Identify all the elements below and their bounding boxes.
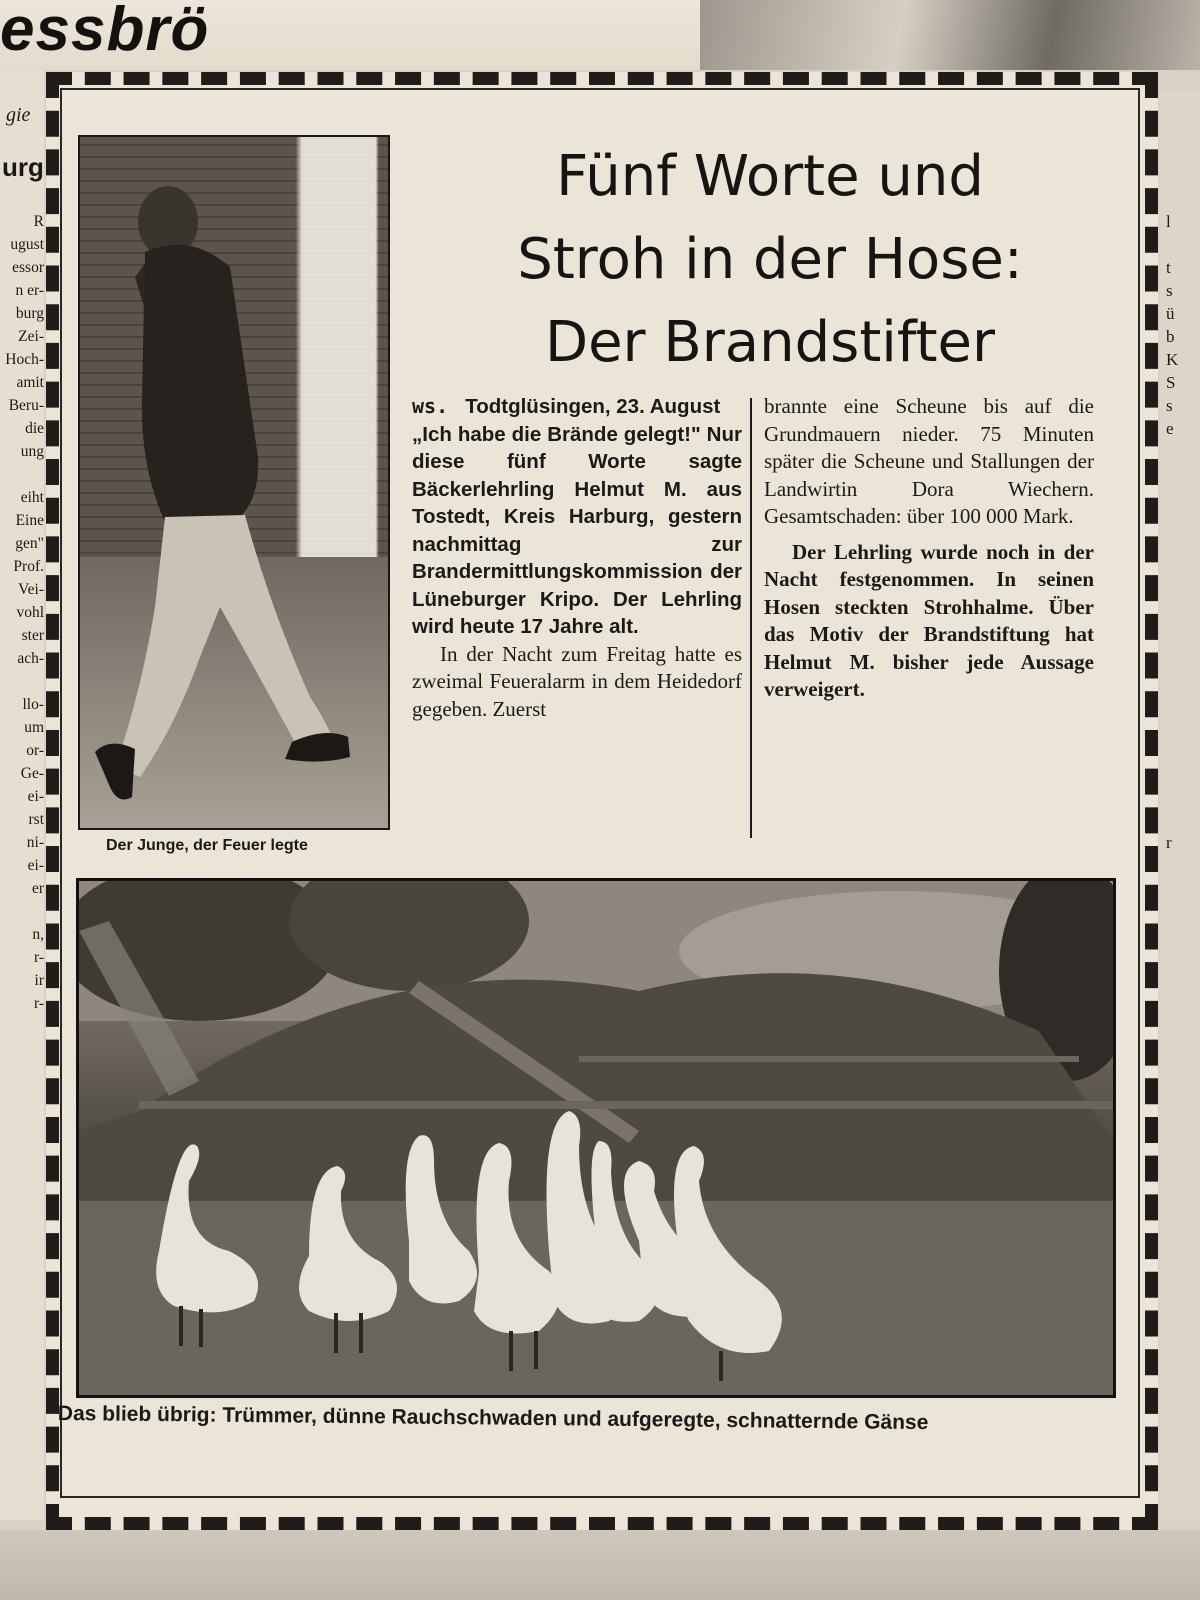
column-rule [750,398,752,838]
body-paragraph-1: In der Nacht zum Freitag hatte es zweimal Feueralarm in dem Heidedorf gegeben. Zuerst [412,641,742,721]
left-column-line: ach- [17,650,44,667]
left-column-line: ugust [10,236,44,253]
left-column-line: eiht [20,489,44,506]
right-column-line [1166,785,1178,808]
lead-text: „Ich habe die Brände gelegt!" Nur diese fünf Worte sagte Bäckerlehrling Helmut M. aus Tostedt, Kreis Harburg, gestern nachmittag zur Brandermittlungskommission der Lüneburger Kripo. Der Lehrling wird heute 17 Jahre alt. [412,422,742,638]
left-column-line [2,900,44,923]
article-column-2 [764,393,1094,704]
left-column-line: n, [32,926,44,943]
left-column-line: Prof. [13,558,44,575]
body-paragraph-3: Der Lehrling wurde noch in der Nacht festgenommen. In seinen Hosen steckten Strohhalme. Über das Motiv der Brandstiftung hat Helmut M. bisher jede Aussage verweigert. [764,539,1094,701]
photo2-caption: Das blieb übrig: Trümmer, dünne Rauchschwaden und aufgeregte, schnatternde Gänse [57,1402,929,1435]
left-neighbour-column [0,70,44,1520]
right-column-line [1166,693,1178,716]
right-column-line: K [1166,350,1179,369]
left-column-line: vohl [16,604,44,621]
walking-boy-illustration [80,137,390,830]
right-column-line [1166,624,1178,647]
left-column-line: rst [28,811,44,828]
right-column-line [1166,578,1178,601]
headline-line-1: Fünf Worte und [556,144,984,209]
left-column-line: R [33,213,44,230]
left-column-line: um [24,719,44,736]
left-column-heading-fragment: urg [2,152,44,182]
headline [420,135,1120,384]
left-column-line: ei- [27,857,44,874]
left-column-line: r- [33,995,44,1012]
left-column-line: llo- [22,696,44,713]
right-column-line: r [1166,833,1172,852]
left-column-line: Eine [15,512,44,529]
left-column-line: ei- [27,788,44,805]
left-column-line: gen" [15,535,44,552]
right-neighbour-column [1160,90,1200,1520]
left-column-line: Ge- [20,765,44,782]
right-column-line: t [1166,258,1171,277]
right-column-text [1166,210,1178,854]
left-column-line: or- [26,742,44,759]
body-paragraph-2: brannte eine Scheune bis auf die Grundmauern nieder. 75 Minuten später die Scheune und Stallungen der Landwirtin Dora Wiechern. Gesamtschaden: über 100 000 Mark. [764,394,1094,528]
left-column-line: burg [15,305,44,322]
right-column-line [1166,647,1178,670]
headline-line-3: Der Brandstifter [544,310,996,375]
left-column-line: Zei- [18,328,44,345]
left-column-line: ni- [26,834,44,851]
left-column-line: Hoch- [5,351,44,368]
left-column-line: ung [20,443,44,460]
right-column-line: l [1166,212,1171,231]
right-column-line [1166,716,1178,739]
left-column-small-fragment: gie [6,104,31,126]
right-column-line [1166,532,1178,555]
right-column-line [1166,463,1178,486]
left-column-line: Vei- [18,581,44,598]
dateline-prefix: ws. [412,394,449,418]
right-column-line: S [1166,373,1176,392]
dateline-place: Todtglüsingen, 23. August [465,395,721,418]
left-column-line: essor [12,259,44,276]
right-column-line: e [1166,419,1174,438]
left-column-line: Beru- [8,397,44,414]
right-column-line [1166,808,1178,831]
left-column-line: amit [16,374,44,391]
left-column-line: r- [33,949,44,966]
left-column-line: er [31,880,44,897]
right-column-line [1166,509,1178,532]
right-column-line [1166,440,1178,463]
left-column-line: die [25,420,44,437]
neighbour-photo-edge [700,0,1200,70]
arsonist-photo [78,135,390,830]
right-column-line [1166,739,1178,762]
right-column-line [1166,233,1178,256]
right-column-line: s [1166,396,1173,415]
right-column-line [1166,762,1178,785]
photo1-caption: Der Junge, der Feuer legte [106,837,308,854]
paper-bottom-edge [0,1530,1200,1600]
left-column-line [2,463,44,486]
left-column-line [2,670,44,693]
right-column-line: ü [1166,304,1175,323]
left-column-line: ster [21,627,44,644]
article-column-1 [412,393,742,723]
neighbour-masthead [0,0,1200,70]
geese-ruins-photo [76,878,1116,1398]
lead-paragraph [412,393,742,641]
geese-ruins-illustration [79,881,1113,1395]
masthead-fragment: essbrö [0,0,210,64]
left-column-line: ir [34,972,44,989]
right-column-line: s [1166,281,1173,300]
left-column-line: n er- [15,282,44,299]
left-column-text [2,210,44,1015]
right-column-line [1166,670,1178,693]
right-column-line [1166,555,1178,578]
right-column-line [1166,486,1178,509]
right-column-line [1166,601,1178,624]
headline-line-2: Stroh in der Hose: [517,227,1023,292]
right-column-line: b [1166,327,1175,346]
